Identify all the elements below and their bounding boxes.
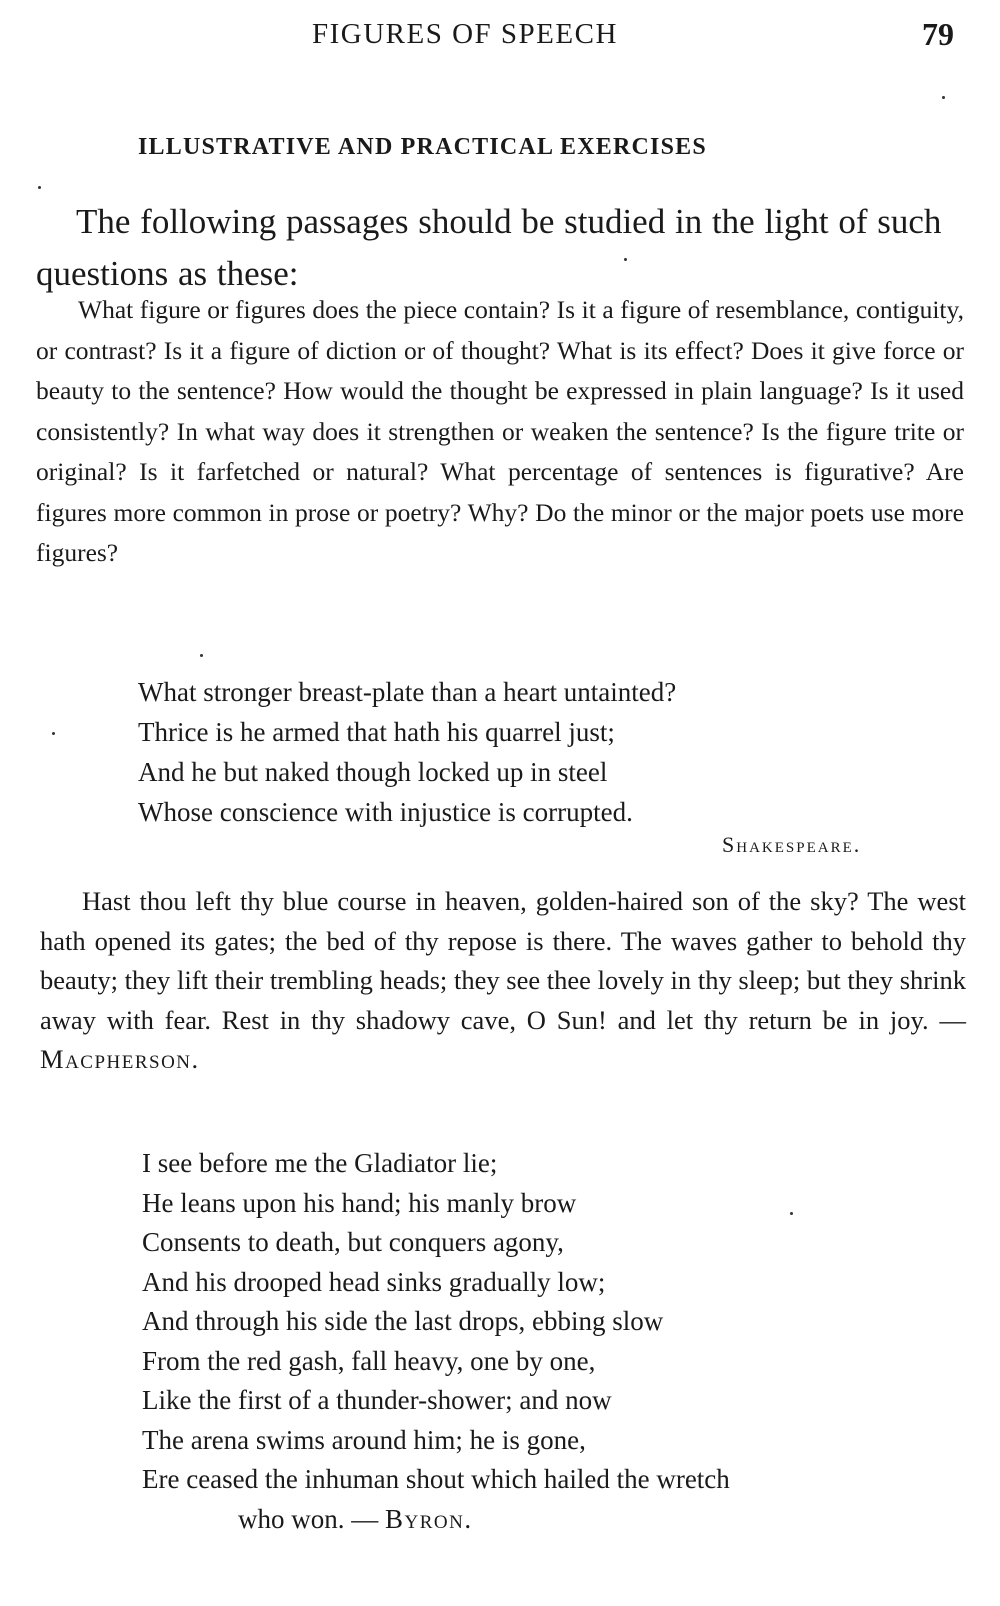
scan-speck [942,96,945,99]
byron-verse [142,1144,730,1539]
verse-line: From the red gash, fall heavy, one by one, [142,1345,596,1376]
verse-line: Like the first of a thunder-shower; and now [142,1385,612,1415]
verse-line: He leans upon his hand; his manly brow [142,1187,577,1218]
verse-line: Consents to death, but conquers agony, [142,1227,564,1257]
verse-line: And through his side the last drops, ebbing slow [142,1306,664,1336]
scan-speck [790,1212,793,1215]
shakespeare-attribution: Shakespeare. [722,832,862,857]
page-number: 79 [922,16,954,52]
scan-speck [52,732,55,735]
intro-paragraph: The following passages should be studied in the light of such questions as these: [36,202,942,293]
scan-speck [624,258,627,261]
verse-line: Thrice is he armed that hath his quarrel just; [138,717,615,747]
scan-speck [38,186,41,189]
verse-line: The arena swims around him; he is gone, [142,1424,586,1455]
verse-line: I see before me the Gladiator lie; [142,1148,498,1178]
running-title: FIGURES OF SPEECH [312,18,618,50]
macpherson-text: Hast thou left thy blue course in heaven, golden-haired son of the sky? The west hath opened its gates; the bed of thy repose is there. The waves gather to behold thy beauty; they lift their trembling heads; they see thee lovely in thy sleep; but they shrink away with fear. Rest in thy shadowy cave, O Sun! and let thy return be in joy. — [40,886,966,1035]
verse-line: And his drooped head sinks gradually low; [142,1266,606,1297]
shakespeare-verse [138,672,676,832]
verse-line-text: who won. — [238,1503,379,1534]
macpherson-attribution: Macpherson. [40,1044,200,1074]
verse-line: And he but naked though locked up in steel [138,757,608,787]
running-head [0,16,1000,60]
section-heading: ILLUSTRATIVE AND PRACTICAL EXERCISES [138,134,707,160]
macpherson-passage [40,882,966,1080]
study-questions-paragraph: What figure or figures does the piece contain? Is it a figure of resemblance, contiguity, or contrast? Is it a figure of diction or of thought? What is its effect? Does it give force or beauty to the sentence? How would the thought be expressed in plain language? Is it used consistently? In what way does it strengthen or weaken the sentence? Is the figure trite or original? Is it farfetched or natural? What percentage of sentences is figurative? Are figures more common in prose or poetry? Why? Do the minor or the major poets use more figures? [36,295,964,567]
byron-attribution: Byron. [385,1503,473,1534]
verse-line-continuation [142,1500,730,1540]
scan-speck [200,654,203,657]
verse-line: Whose conscience with injustice is corrupted. [138,797,633,827]
verse-line: Ere ceased the inhuman shout which hailed the wretch [142,1464,730,1494]
verse-line: What stronger breast-plate than a heart untainted? [138,677,677,707]
